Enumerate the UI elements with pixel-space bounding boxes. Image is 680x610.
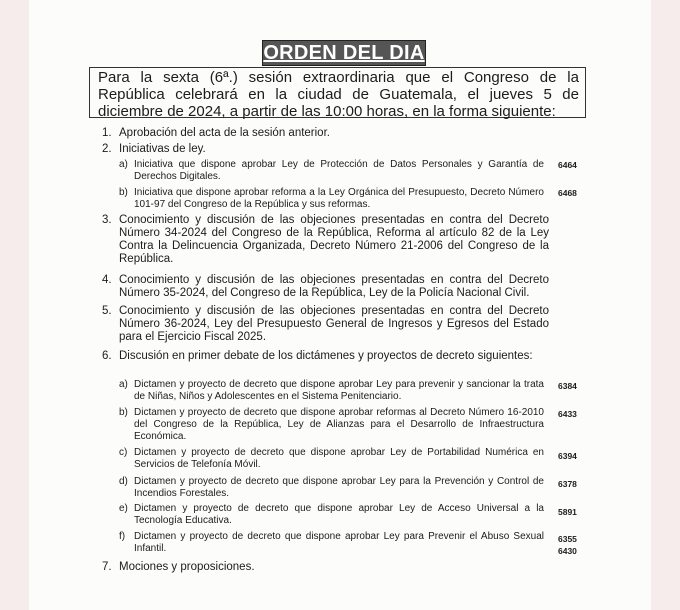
subitem-6f-text: Dictamen y proyecto de decreto que dispone aprobar Ley para Prevenir el Abuso Sexual Infantil.	[134, 531, 544, 554]
agenda-item-1-text: Aprobación del acta de la sesión anterior.	[119, 127, 330, 139]
subitem-6b-code: 6433	[558, 409, 577, 419]
agenda-item-5-number: 5.	[102, 305, 112, 317]
subitem-6b-label: b)	[119, 407, 128, 418]
subitem-2a-label: a)	[119, 159, 128, 170]
agenda-item-4-text: Conocimiento y discusión de las objeciones presentadas en contra del Decreto Número 35-2024, del Congreso de la República, Ley de la Policía Nacional Civil.	[119, 274, 549, 299]
subitem-6a-text: Dictamen y proyecto de decreto que dispone aprobar Ley para prevenir y sancionar la trata de Niñas, Niños y Adolescentes en el Sistema Penitenciario.	[134, 379, 544, 402]
subitem-6f-label: f)	[119, 531, 126, 542]
subitem-6c-label: c)	[119, 447, 128, 458]
subitem-6d-code: 6378	[558, 479, 577, 489]
agenda-item-5-text: Conocimiento y discusión de las objeciones presentadas en contra del Decreto Número 36-2024, Ley del Presupuesto General de Ingresos y Egresos del Estado para el Ejercicio Fiscal 2025.	[119, 305, 549, 343]
intro-paragraph: Para la sexta (6ª.) sesión extraordinaria que el Congreso de la República celebrará en la ciudad de Guatemala, el jueves 5 de diciembre de 2024, a partir de las 10:00 horas, en la forma siguiente:	[89, 67, 586, 118]
agenda-item-3-text: Conocimiento y discusión de las objeciones presentadas en contra del Decreto Número 34-2024 del Congreso de la República, Reforma al artículo 82 de la Ley Contra la Delincuencia Organizada, Decreto Número 21-2006 del Congreso de la República.	[119, 214, 549, 265]
agenda-item-2-text: Iniciativas de ley.	[119, 143, 206, 155]
agenda-item-2-number: 2.	[102, 143, 112, 155]
page-title: ORDEN DEL DIA	[263, 42, 425, 64]
subitem-2b-code: 6468	[558, 188, 577, 198]
subitem-6e-code: 5891	[558, 507, 577, 517]
subitem-6a-code: 6384	[558, 381, 577, 391]
agenda-item-3-number: 3.	[102, 214, 112, 226]
agenda-item-4-number: 4.	[102, 274, 112, 286]
agenda-item-7-text: Mociones y proposiciones.	[119, 561, 255, 573]
subitem-6d-label: d)	[119, 476, 128, 487]
agenda-item-6-number: 6.	[102, 350, 112, 362]
subitem-6e-text: Dictamen y proyecto de decreto que dispone aprobar Ley de Acceso Universal a la Tecnología Educativa.	[134, 503, 544, 526]
subitem-2b-label: b)	[119, 187, 128, 198]
agenda-item-7-number: 7.	[102, 561, 112, 573]
subitem-6c-text: Dictamen y proyecto de decreto que dispone aprobar Ley de Portabilidad Numérica en Servicios de Telefonía Móvil.	[134, 447, 544, 470]
subitem-6c-code: 6394	[558, 451, 577, 461]
subitem-6e-label: e)	[119, 503, 128, 514]
subitem-6f-code: 6355	[558, 534, 577, 544]
agenda-item-6-text: Discusión en primer debate de los dictámenes y proyectos de decreto siguientes:	[119, 350, 533, 362]
subitem-6a-label: a)	[119, 379, 128, 390]
subitem-6d-text: Dictamen y proyecto de decreto que dispone aprobar Ley para la Prevención y Control de Incendios Forestales.	[134, 476, 544, 499]
subitem-6f-code-2: 6430	[558, 546, 577, 556]
subitem-2a-text: Iniciativa que dispone aprobar Ley de Protección de Datos Personales y Garantía de Derechos Digitales.	[134, 159, 544, 182]
subitem-6b-text: Dictamen y proyecto de decreto que dispone aprobar reformas al Decreto Número 16-2010 del Congreso de la República, Ley de Alianzas para el Desarrollo de Infraestructura Económica.	[134, 407, 544, 442]
agenda-item-1-number: 1.	[102, 127, 112, 139]
subitem-2a-code: 6464	[558, 160, 577, 170]
subitem-2b-text: Iniciativa que dispone aprobar reforma a la Ley Orgánica del Presupuesto, Decreto Número 101-97 del Congreso de la República y sus reformas.	[134, 187, 544, 210]
